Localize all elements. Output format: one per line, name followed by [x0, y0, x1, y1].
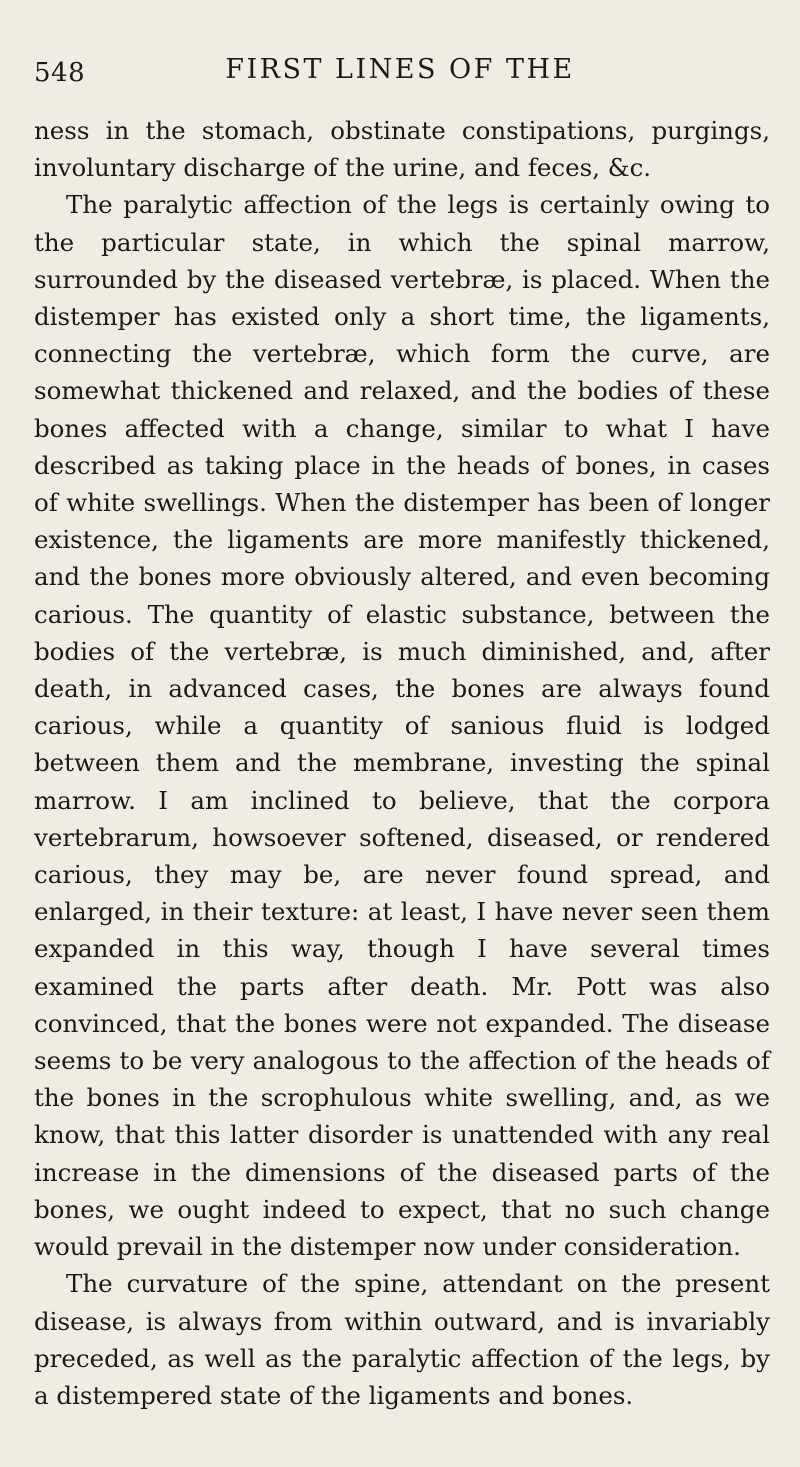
page-number: 548 — [34, 58, 86, 88]
paragraph: ness in the stomach, obstinate constipations, purgings, involuntary discharge of the urine, and feces, &c. — [34, 116, 770, 183]
body-text — [34, 112, 770, 1414]
running-title: FIRST LINES OF THE — [225, 54, 575, 85]
paragraph: The curvature of the spine, attendant on the present disease, is always from within outward, and is invariably preceded, as well as the paralytic affection of the legs, by a distempered state of the ligaments and bones. — [34, 1269, 770, 1410]
paragraph: The paralytic affection of the legs is certainly owing to the particular state, in which the spinal marrow, surrounded by the diseased vertebræ, is placed. When the distemper has existed only a short time, the ligaments, connecting the vertebræ, which form the curve, are somewhat thickened and relaxed, and the bodies of these bones affected with a change, similar to what I have described as taking place in the heads of bones, in cases of white swellings. When the distemper has been of longer existence, the ligaments are more manifestly thickened, and the bones more obviously altered, and even becoming carious. The quantity of elastic substance, between the bodies of the vertebræ, is much diminished, and, after death, in advanced cases, the bones are always found carious, while a quantity of sanious fluid is lodged between them and the membrane, investing the spinal marrow. I am inclined to believe, that the corpora vertebrarum, howsoever softened, diseased, or rendered carious, they may be, are never found spread, and enlarged, in their texture: at least, I have never seen them expanded in this way, though I have several times examined the parts after death. Mr. Pott was also convinced, that the bones were not expanded. The disease seems to be very analogous to the affection of the heads of the bones in the scrophulous white swelling, and, as we know, that this latter disorder is unattended with any real increase in the dimensions of the diseased parts of the bones, we ought indeed to expect, that no such change would prevail in the distemper now under consideration. — [34, 190, 770, 1262]
